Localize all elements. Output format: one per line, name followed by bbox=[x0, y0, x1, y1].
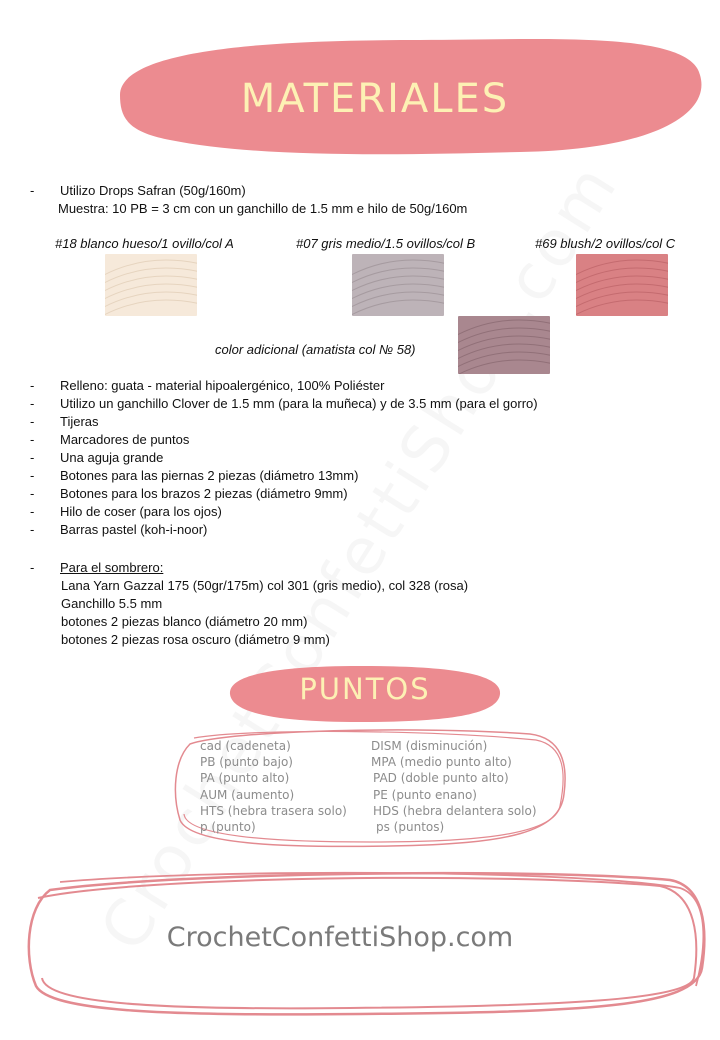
hat-line: Lana Yarn Gazzal 175 (50gr/175m) col 301 (gris medio), col 328 (rosa) bbox=[61, 578, 469, 593]
puntos-list-right bbox=[371, 738, 537, 835]
gauge-text: Muestra: 10 PB = 3 cm con un ganchillo de 1.5 mm e hilo de 50g/160m bbox=[58, 201, 468, 216]
footer-link[interactable]: CrochetConfettiShop.com bbox=[166, 922, 514, 953]
puntos-item: PA (punto alto) bbox=[200, 771, 290, 786]
puntos-item: PAD (doble punto alto) bbox=[373, 771, 509, 786]
material-item: - Utilizo un ganchillo Clover de 1.5 mm (para la muñeca) y de 3.5 mm (para el gorro) bbox=[30, 395, 538, 413]
material-item: - Botones para las piernas 2 piezas (diámetro 13mm) bbox=[30, 467, 538, 485]
puntos-item: PE (punto enano) bbox=[373, 787, 477, 802]
puntos-item: DISM (disminución) bbox=[371, 739, 488, 753]
materials-list bbox=[30, 377, 538, 539]
hat-line: botones 2 piezas blanco (diámetro 20 mm) bbox=[61, 614, 308, 629]
material-item: - Botones para los brazos 2 piezas (diámetro 9mm) bbox=[30, 485, 538, 503]
puntos-item: PB (punto bajo) bbox=[200, 755, 293, 770]
yarn-swatch-b bbox=[352, 254, 444, 316]
hat-section bbox=[30, 559, 163, 577]
intro-list bbox=[30, 182, 246, 200]
material-item: - Tijeras bbox=[30, 413, 538, 431]
material-item: - Barras pastel (koh-i-noor) bbox=[30, 521, 538, 539]
puntos-item: MPA (medio punto alto) bbox=[371, 755, 512, 770]
yarn-caption-extra: color adicional (amatista col № 58) bbox=[215, 342, 416, 357]
material-item: - Hilo de coser (para los ojos) bbox=[30, 503, 538, 521]
material-item: - Una aguja grande bbox=[30, 449, 538, 467]
yarn-swatch-extra bbox=[458, 316, 550, 374]
hat-lines bbox=[61, 577, 468, 649]
puntos-list-left bbox=[200, 738, 347, 835]
puntos-title: PUNTOS bbox=[299, 672, 431, 706]
yarn-caption-b: #07 gris medio/1.5 ovillos/col B bbox=[296, 236, 476, 251]
puntos-item: HDS (hebra delantera solo) bbox=[373, 803, 537, 818]
puntos-item: AUM (aumento) bbox=[200, 787, 295, 802]
page-title: MATERIALES bbox=[240, 76, 510, 122]
puntos-item: HTS (hebra trasera solo) bbox=[200, 803, 347, 818]
yarn-caption-a: #18 blanco hueso/1 ovillo/col A bbox=[55, 236, 234, 251]
yarn-swatch-c bbox=[576, 254, 668, 316]
material-item: - Marcadores de puntos bbox=[30, 431, 538, 449]
hat-line: botones 2 piezas rosa oscuro (diámetro 9 mm) bbox=[61, 632, 330, 647]
puntos-item: cad (cadeneta) bbox=[200, 739, 291, 753]
hat-line: Ganchillo 5.5 mm bbox=[61, 596, 163, 611]
yarn-caption-c: #69 blush/2 ovillos/col C bbox=[535, 236, 676, 251]
intro-item: - Utilizo Drops Safran (50g/160m) bbox=[30, 182, 246, 200]
yarn-swatch-a bbox=[105, 254, 197, 316]
material-item: - Relleno: guata - material hipoalergénico, 100% Poliéster bbox=[30, 377, 538, 395]
hat-heading: Para el sombrero: bbox=[60, 560, 164, 575]
puntos-item: p (punto) bbox=[200, 820, 256, 835]
puntos-item: ps (puntos) bbox=[376, 820, 445, 835]
